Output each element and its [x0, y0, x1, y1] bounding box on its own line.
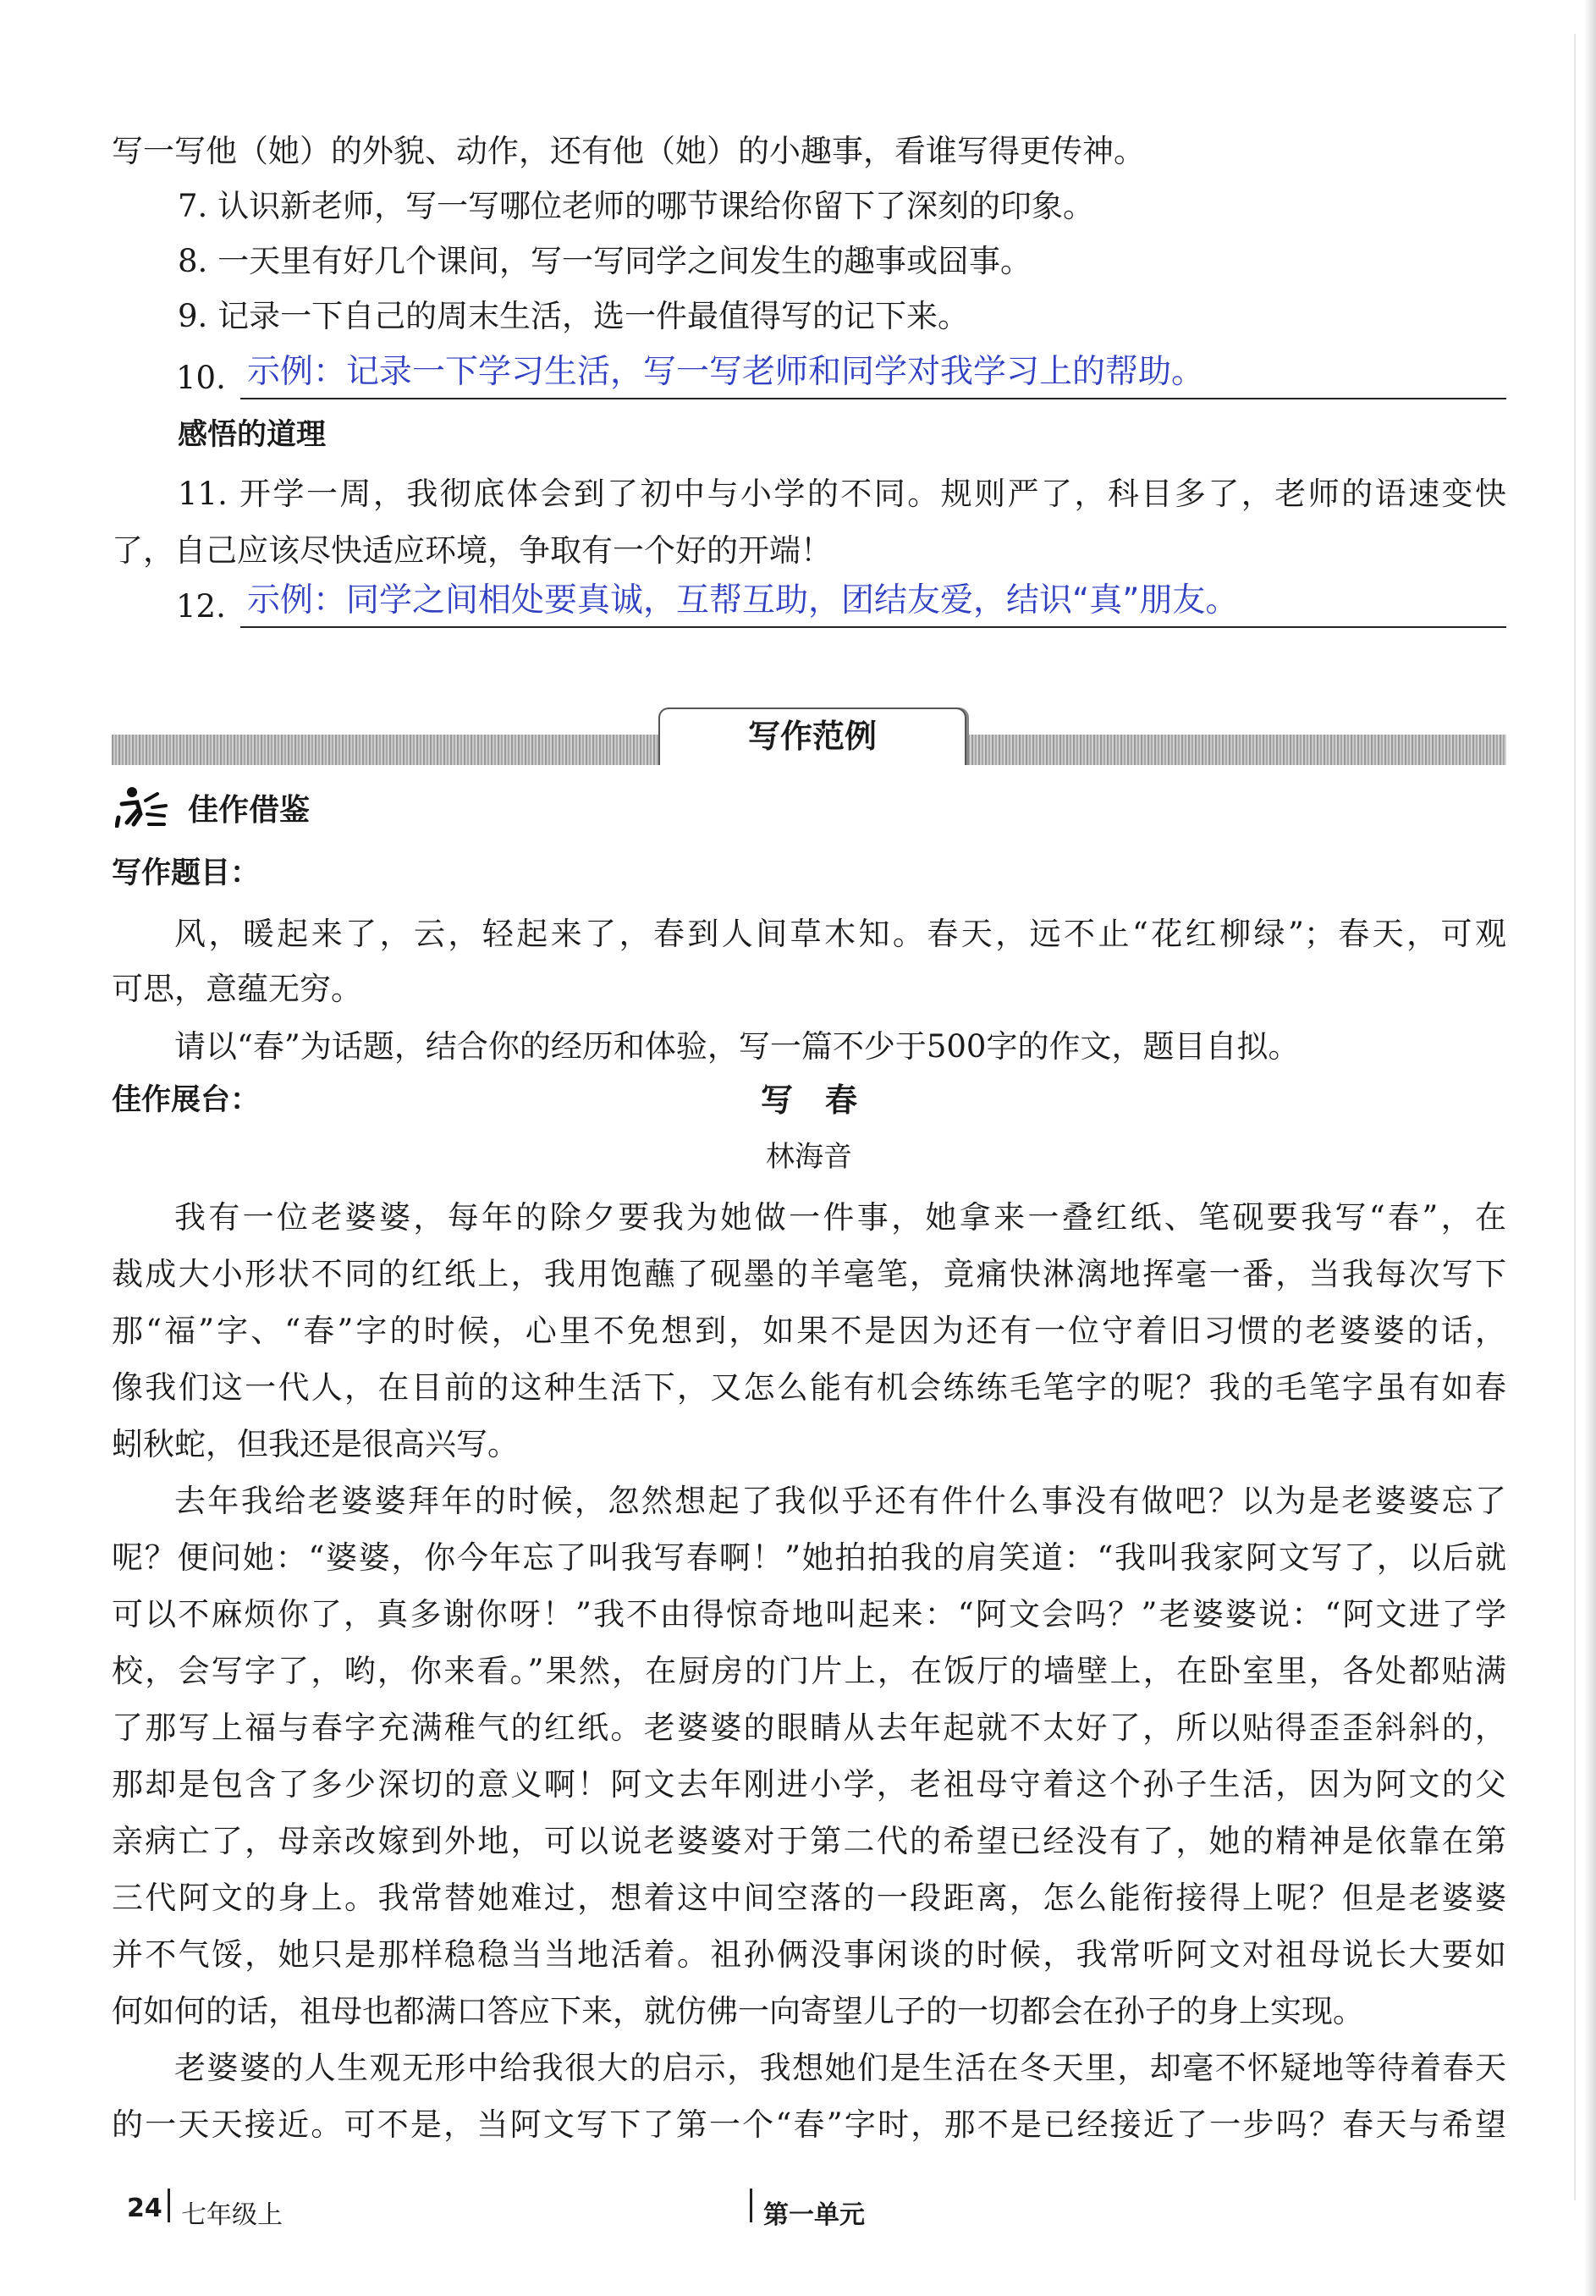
footer-unit: 第一单元 [763, 2200, 865, 2230]
essay-line: 裁成大小形状不同的红纸上，我用饱蘸了砚墨的羊毫笔，竟痛快淋漓地挥毫一番，当我每次写下 [112, 1256, 1506, 1292]
page-edge-shadow [1584, 0, 1596, 2296]
showcase-label: 佳作展台： [112, 1083, 261, 1117]
topic-label: 写作题目： [112, 856, 261, 890]
essay-line: 去年我给老婆婆拜年的时候，忽然想起了我似乎还有件什么事没有做吧？以为是老婆婆忘了 [174, 1483, 1506, 1519]
item-11-line1: 11. 开学一周，我彻底体会到了初中与小学的不同。规则严了，科目多了，老师的语速变快 [178, 476, 1506, 512]
essay-line: 那却是包含了多少深切的意义啊！阿文去年刚进小学，老祖母守着这个孙子生活，因为阿文的父 [112, 1766, 1506, 1803]
essay-line: 蚓秋蛇，但我还是很高兴写。 [112, 1426, 519, 1462]
essay-line: 何如何的话，祖母也都满口答应下来，就仿佛一向寄望儿子的一切都会在孙子的身上实现。 [112, 1993, 1364, 2029]
essay-line: 我有一位老婆婆，每年的除夕要我为她做一件事，她拿来一叠红纸、笔砚要我写“春”，在 [174, 1199, 1506, 1236]
item-12-number: 12. [176, 588, 226, 625]
page-number: 24 [127, 2194, 162, 2223]
answer-12: 示例：同学之间相处要真诚，互帮互助，团结友爱，结识“真”朋友。 [247, 581, 1239, 619]
text-line: 写一写他（她）的外貌、动作，还有他（她）的小趣事，看谁写得更传神。 [112, 133, 1145, 169]
essay-line: 那“福”字、“春”字的时候，心里不免想到，如果不是因为还有一位守着旧习惯的老婆婆的话， [112, 1313, 1506, 1349]
essay-line: 呢？便问她：“婆婆，你今年忘了叫我写春啊！”她拍拍我的肩笑道：“我叫我家阿文写了，以后就 [112, 1539, 1506, 1576]
essay-line: 三代阿文的身上。我常替她难过，想着这中间空落的一段距离，怎么能衔接得上呢？但是老婆婆 [112, 1880, 1506, 1916]
answer-underline [240, 626, 1506, 628]
essay-title: 写 春 [760, 1082, 857, 1119]
footer-divider [168, 2189, 170, 2222]
subsection-title: 感悟的道理 [178, 418, 327, 452]
essay-line: 可以不麻烦你了，真多谢你呀！”我不由得惊奇地叫起来：“阿文会吗？”老婆婆说：“阿文进了学 [112, 1596, 1506, 1633]
topic-requirement: 请以“春”为话题，结合你的经历和体验，写一篇不少于500字的作文，题目自拟。 [174, 1028, 1300, 1065]
footer-grade: 七年级上 [181, 2200, 283, 2230]
item-11-line2: 了，自己应该尽快适应环境，争取有一个好的开端！ [112, 532, 832, 569]
essay-line: 校，会写字了，哟，你来看。”果然，在厨房的门片上，在饭厅的墙壁上，在卧室里，各处都贴满 [112, 1653, 1506, 1689]
essay-line: 亲病亡了，母亲改嫁到外地，可以说老婆婆对于第二代的希望已经没有了，她的精神是依靠在第 [112, 1823, 1506, 1859]
essay-line: 并不气馁，她只是那样稳稳当当地活着。祖孙俩没事闲谈的时候，我常听阿文对祖母说长大要如 [112, 1936, 1506, 1973]
item-10-number: 10. [176, 360, 226, 396]
answer-underline [240, 398, 1506, 399]
answer-10: 示例：记录一下学习生活，写一写老师和同学对我学习上的帮助。 [247, 353, 1205, 391]
writing-figure-icon [115, 785, 168, 828]
item-8: 8. 一天里有好几个课间，写一写同学之间发生的趣事或囧事。 [178, 243, 1032, 279]
essay-line: 老婆婆的人生观无形中给我很大的启示，我想她们是生活在冬天里，却毫不怀疑地等待着春天 [174, 2050, 1506, 2086]
essay-author: 林海音 [766, 1140, 852, 1174]
topic-paragraph-line1: 风，暖起来了，云，轻起来了，春到人间草木知。春天，远不止“花红柳绿”；春天，可观 [174, 916, 1506, 952]
item-7: 7. 认识新老师，写一写哪位老师的哪节课给你留下了深刻的印象。 [178, 188, 1095, 224]
footer-divider [750, 2189, 752, 2222]
banner-title: 写作范例 [658, 708, 966, 765]
topic-paragraph-line2: 可思，意蕴无穷。 [112, 971, 362, 1007]
essay-line: 像我们这一代人，在目前的这种生活下，又怎么能有机会练练毛笔字的呢？我的毛笔字虽有如春 [112, 1369, 1506, 1406]
essay-line: 了那写上福与春字充满稚气的红纸。老婆婆的眼睛从去年起就不太好了，所以贴得歪歪斜斜的， [112, 1710, 1506, 1746]
page-edge-line [1574, 34, 1576, 2200]
section-heading: 佳作借鉴 [188, 793, 311, 828]
item-9: 9. 记录一下自己的周末生活，选一件最值得写的记下来。 [178, 298, 970, 334]
essay-line: 的一天天接近。可不是，当阿文写下了第一个“春”字时，那不是已经接近了一步吗？春天与希望 [112, 2106, 1506, 2143]
